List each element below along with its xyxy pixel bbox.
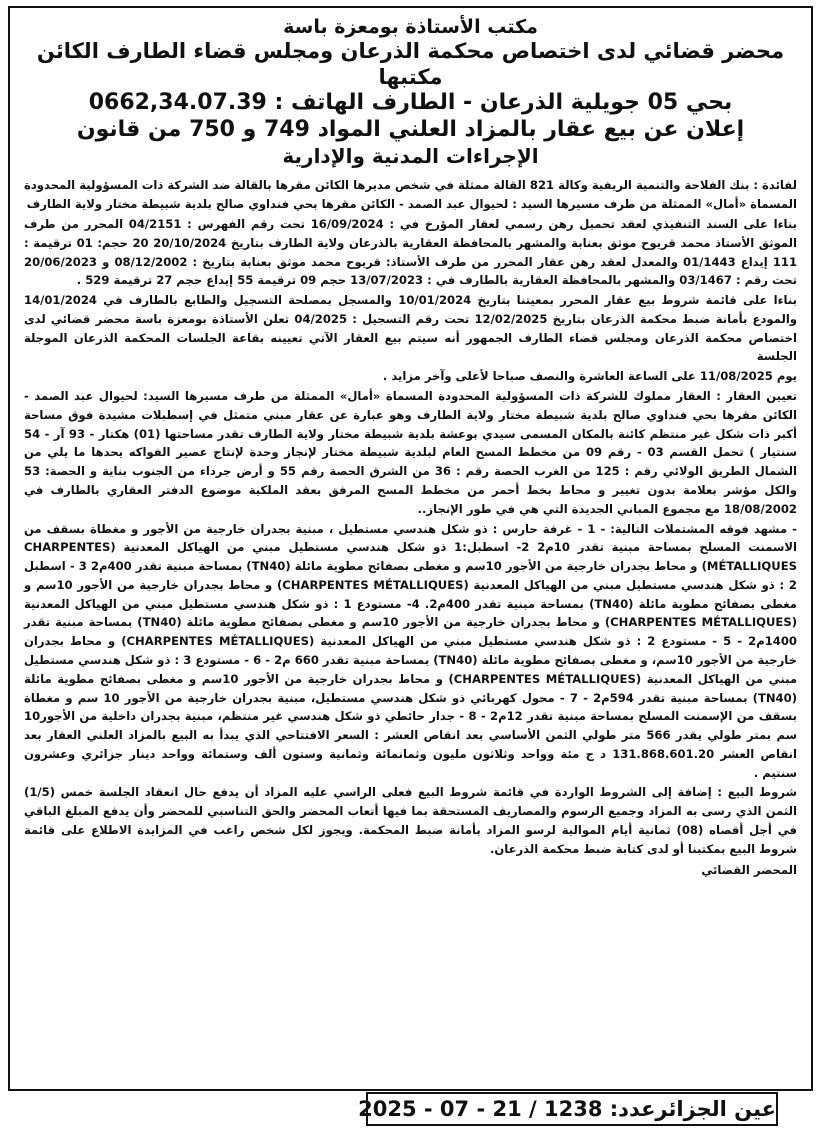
sale-conditions-paragraph: بناءا على قائمة شروط بيع عقار المحرر بمعيتنا بتاريخ 10/01/2024 والمسجل بمصلحة التسجيل والطابع بالطارف في 14/01/2024 والمودع بأمانة ضبط محكمة الذرعان بتاريخ 12/02/2025 تحت رقم التسجيل : 04/2025 تعلن الأستاذة بومعزة باسة محضر قضائي لدى اختصاص محكمة الذرعان ومجلس قضاء الطارف الجمهور أنه سيتم بيع العقار الآتي تعيينه بقاعة الجلسات المحكمة الذرعان الموجلة الجلسة [24,293,798,364]
publication-box: عين الجزائرعدد: 1238 / 21 - 07 - 2025 [366,1092,778,1126]
sale-terms-paragraph: شروط البيع : إضافة إلى الشروط الواردة في قائمة شروط البيع فعلى الراسي عليه المزاد أن يدفع حال انعقاد الجلسة خمس (1/5) الثمن الذي رسى به المزاد وجميع الرسوم والمصاريف المستحقة بما فيها أتعاب المحضر والحق التناسبي للمحضر وأن يدفع المبلغ الباقي في أجل أقصاه (08) ثمانية أيام الموالية لرسو المزاد بأمانة ضبط المحكمة. ويجوز لكل شخص راغب في المزايدة الاطلاع على قائمة شروط البيع بمكتبنا أو لدى كتابة ضبط محكمة الذرعان. [24,785,798,856]
sale-date-paragraph: يوم 11/08/2025 على الساعة العاشرة والنصف صباحا لأعلى وآخر مزايد . [382,369,797,384]
notice-body [24,176,797,858]
office-name: مكتب الأستاذة بومعزة باسة [283,16,538,38]
property-description-paragraph: تعيين العقار : العقار مملوك للشركة ذات المسؤولية المحدودة المسماة «أمال» الممثلة من طرف مسيرها السيد: لحيوال عبد الصمد - الكائن مقرها بحي فنداوي صالح بلدية شبيطة مختار ولاية الطارف وهو عبارة عن عقار مبني متمثل في إسطبلات مشيدة فوق مساحة أكبر ذات شكل غير منتظم كائنة بالمكان المسمى سيدي بوعشة بلدية شبيطة مختار ولاية الطارف تقدر مساحتها (01) هكتار - 93 آر - 54 سنتيار ) تحمل القسم 03 - رقم 09 من مخطط المسح العام لبلدية شبيطة مختار لإنجاز وحدة لإنتاج عصير الفواكه يحدها ما يلي من الشمال الطريق الولائي رقم : 125 من الغرب الحصة رقم : 36 من الشرق الحصة رقم 55 و أرض جرداء من الجنوب بناية و الحصة: 53 والكل مؤشر بعلامة بدون تغيير و محاط بخط أحمر من مخطط المسح المرفق بعقد الملكية موضوع الدفتر العقاري بالطارف في 18/08/2002 مع مجموع المباني الجديدة التي هي في طور الإنجاز.. [24,389,798,516]
enforcement-deed-paragraph: بناءا على السند التنفيذي لعقد تحميل رهن رسمي لعقار المؤرخ في : 16/09/2024 تحت رقم الفهرس : 04/2151 المحرر من طرف الموثق الأستاذ محمد قريوح موثق بعنابة والمشهر بالمحافظة العقارية بالذرعان ولاية الطارف بتاريخ 20/10/2024 20 حجم: 01 ترقيمة : 111 إيداع 01/1443 والمعدل لعقد رهن عقار المحرر من طرف الأستاذ: قريوح محمد موثق بعنابة بتاريخ : 08/12/2002 و 20/06/2023 تحت رقم : 03/1467 والمشهر بالمحافظة العقارية بالطارف في : 13/07/2023 حجم 09 ترقيمة 55 إيداع حجم 27 ترقيمة 529 . [24,217,798,288]
notice-title: إعلان عن بيع عقار بالمزاد العلني المواد 749 و 750 من قانون [76,117,745,143]
beneficiary-paragraph: لفائدة : بنك الفلاحة والتنمية الريفية وكالة 821 القالة ممثلة في شخص مديرها الكائن مقرها بالقالة ضد الشركة ذات المسؤولية المحدودة المسماة «أمال» الممثلة من طرف مسيرها السيد : لحيوال عبد الصمد - الكائن مقرها بحي فنداوي صالح بلدية شبيطة مختار ولاية الطارف [24,178,797,212]
notice-frame [8,6,813,1091]
law-title: الإجراءات المدنية والإدارية [282,144,539,169]
office-address: بحي 05 جويلية الذرعان - الطارف الهاتف : 0662,34.07.39 [88,90,733,116]
signature-line: المحضر القضائي [701,862,797,877]
bailiff-title: محضر قضائي لدى اختصاص محكمة الذرعان ومجلس قضاء الطارف الكائن مكتبها [36,39,785,89]
buildings-paragraph: - مشهد فوقه المشتملات التالية: - 1 - غرفة حارس : ذو شكل هندسي مستطيل ، مبنية بجدران خارجية من الأجور و مغطاة بسقف من الاسمنت المسلح بمساحة مبنية تقدر 10م2 2- اسطبل:1 ذو شكل هندسي مستطيل مبني من الهياكل المعدنية (CHARPENTES MÉTALLIQUES) و محاط بجدران خارجية من الأجور 10سم و مغطى بصفائح مطوية مائلة (TN40) بمساحة مبنية تقدر 400م2 3 - اسطبل 2 : ذو شكل هندسي مستطيل مبني من الهياكل المعدنية (CHARPENTES MÉTALLIQUES) و محاط بجدران خارجية من الأجور 10سم و مغطى بصفائح مطوية مائلة (TN40) بمساحة مبنية تقدر 400م2. 4- مستودع 1 : ذو شكل هندسي مستطيل مبني من الهياكل المعدنية (CHARPENTES MÉTALLIQUES) و محاط بجدران خارجية من الأجور 10سم و مغطى بصفائح مطوية مائلة (TN40) بمساحة مبنية تقدر 1400م2 - 5 - مستودع 2 : ذو شكل هندسي مستطيل مبني من الهياكل المعدنية (CHARPENTES MÉTALLIQUES) و محاط بجدران خارجية من الأجور 10سم، و مغطى بصفائح مطوية مائلة (TN40) بمساحة مبنية تقدر 660 م2 - 6 - مستودع 3 : ذو شكل هندسي مستطيل مبني من الهياكل المعدنية (CHARPENTES MÉTALLIQUES) و محاط بجدران خارجية من الأجور 10سم و مغطى بصفائح مطوية مائلة (TN40) بمساحة مبنية تقدر 594م2 - 7 - محول كهربائي ذو شكل هندسي مستطيل، مبنية بجدران خارجية من الأجور 10 سم و مغطاة بسقف من الإسمنت المسلح بمساحة مبنية تقدر 12م2 - 8 - جدار حائطي ذو شكل هندسي غير منتظم، مبنية بجدران داخلية من الأجور10 سم بمتر طولي يقدر 566 متر طولي الثمن الأساسي بعد انقاص العشر : السعر الافتتاحي الذي يبدأ به البيع بالمزاد العلني العقار بعد انقاص العشر 131.868.601.20 د ج مئة وواحد وثلاثون مليون وثمانمائة وثمانية وستون ألف وستمائة وواحد دينار جزائري وعشرون سنتيم . [24,521,798,780]
notice-header [24,16,797,168]
